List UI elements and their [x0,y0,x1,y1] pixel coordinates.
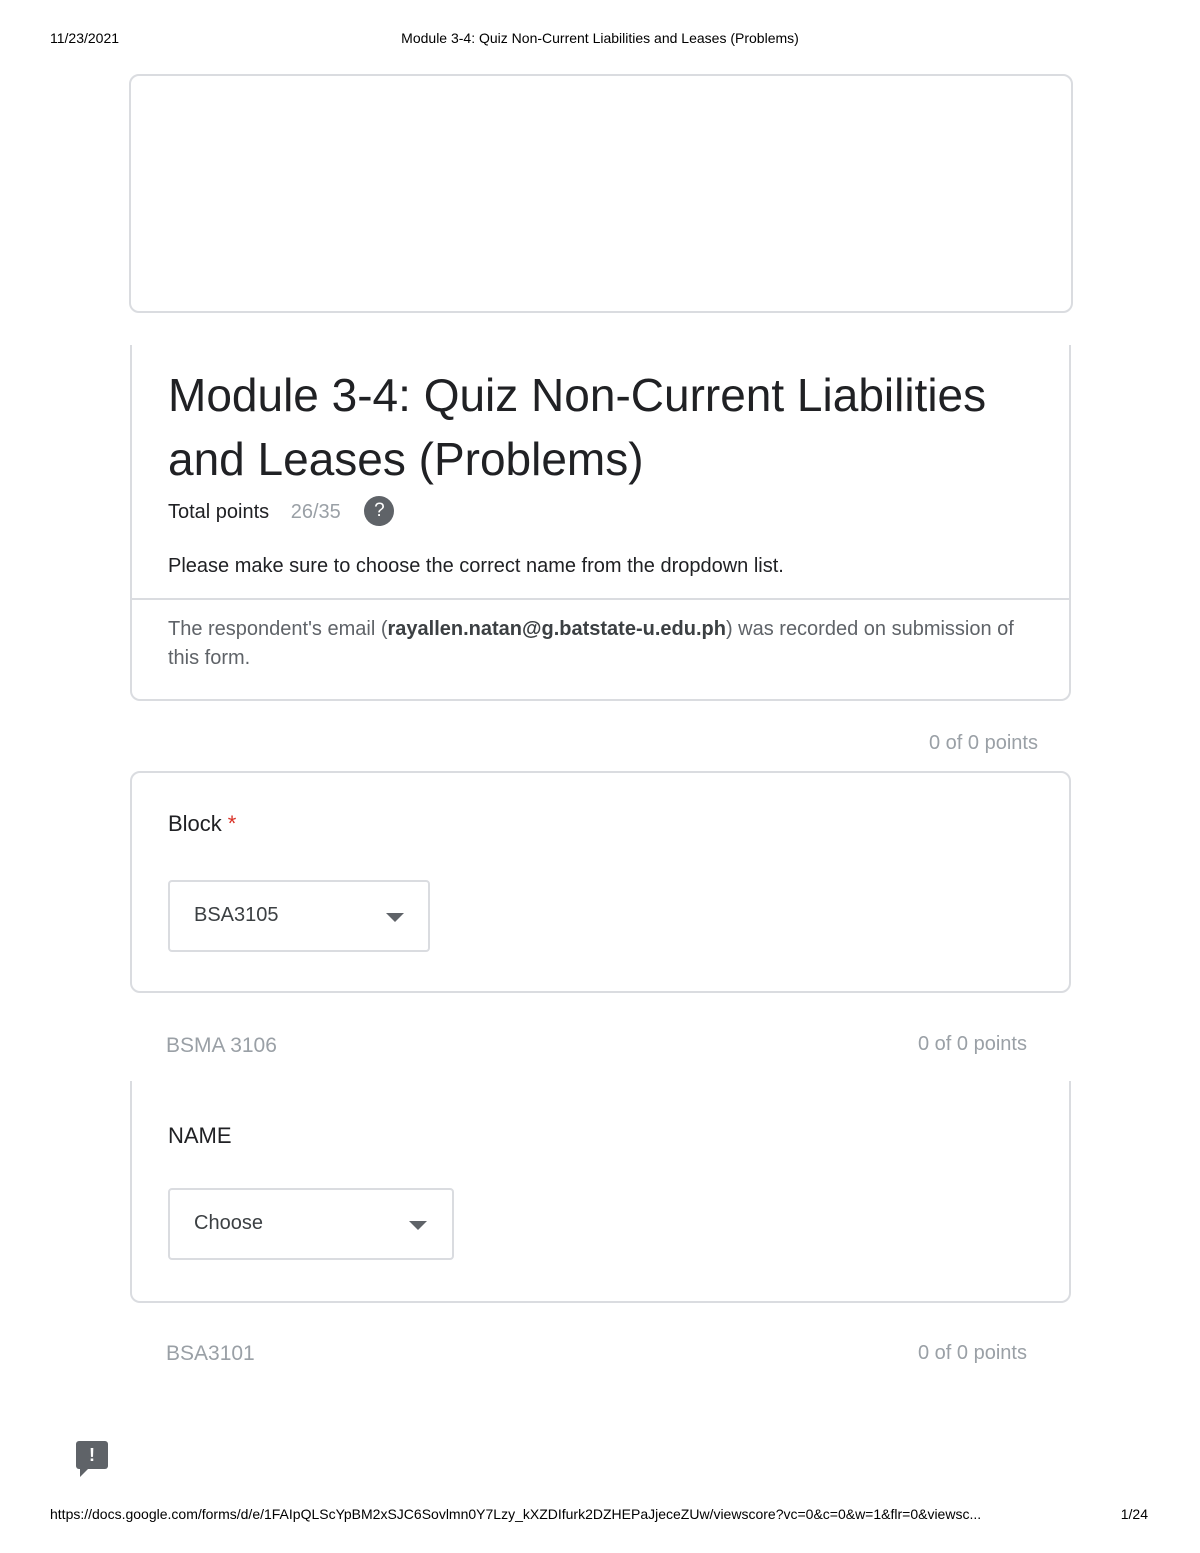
form-header-banner [129,74,1073,313]
respondent-email: rayallen.natan@g.batstate-u.edu.ph [387,618,726,640]
divider [132,598,1069,600]
total-points-value: 26/35 [290,501,341,523]
section-points: 0 of 0 points [918,1033,1027,1055]
print-date: 11/23/2021 [50,30,120,46]
feedback-icon[interactable] [76,1441,108,1469]
print-page-number: 1/24 [1120,1506,1148,1522]
question-label [168,1123,232,1149]
question-label-text: NAME [168,1123,232,1148]
block-dropdown[interactable] [168,880,430,952]
form-title: Module 3-4: Quiz Non-Current Liabilities and Leases (Problems) [168,369,987,485]
section-heading: BSA3101 [166,1342,255,1365]
caret-down-icon [386,913,404,922]
question-label [168,811,236,837]
print-document-title: Module 3-4: Quiz Non-Current Liabilities and Leases (Problems) [401,30,799,46]
question-card-name [130,1081,1071,1303]
form-title-card [130,345,1071,701]
email-note-prefix: The respondent's email ( [168,618,388,640]
total-points-label: Total points [168,501,270,523]
dropdown-selected-value: Choose [194,1212,263,1234]
caret-down-icon [409,1221,427,1230]
email-note-suffix: ) was recorded on submission of this form. [168,618,1014,669]
feedback-icon-glyph: ! [89,1445,95,1465]
form-description: Please make sure to choose the correct name from the dropdown list. [168,555,784,577]
question-card-block [130,771,1071,993]
section-heading: BSMA 3106 [166,1034,277,1057]
section-points: 0 of 0 points [918,1342,1027,1364]
section-points: 0 of 0 points [929,732,1038,754]
email-recorded-note [168,615,1048,673]
print-header [50,30,1150,50]
print-footer [50,1506,1148,1526]
required-asterisk: * [227,811,237,836]
dropdown-selected-value: BSA3105 [194,904,279,926]
total-points-row [168,497,394,531]
help-icon[interactable]: ? [364,496,394,526]
print-url: https://docs.google.com/forms/d/e/1FAIpQLScYpBM2xSJC6Sovlmn0Y7Lzy_kXZDIfurk2DZHEPaJjeceZUw/viewscore?vc=0&c=0&w=1&flr=0&viewsc... [50,1506,982,1522]
question-label-text: Block [168,811,222,836]
name-dropdown[interactable] [168,1188,454,1260]
